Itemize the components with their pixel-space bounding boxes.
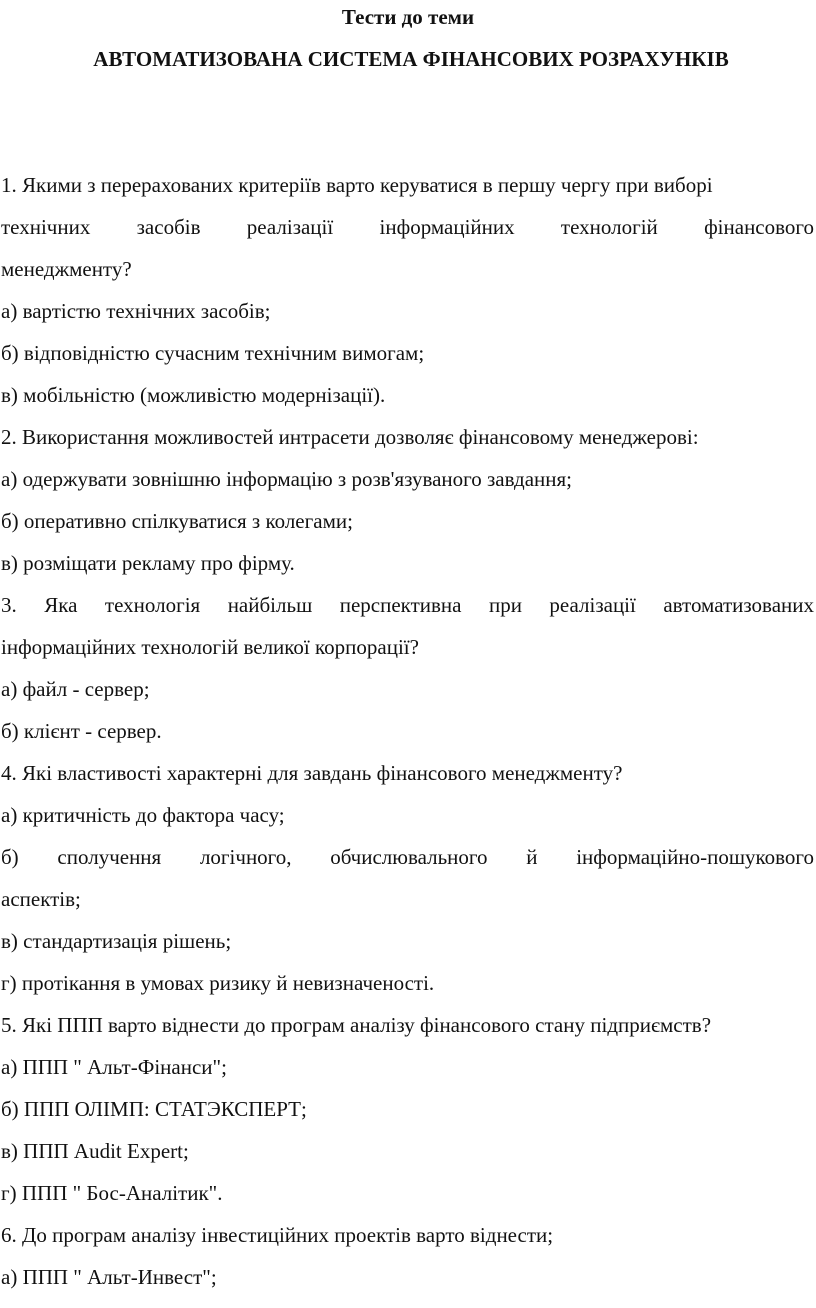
question-4-option-c: в) стандартизація рішень; [1,929,232,953]
document-title: Тести до теми [341,5,475,29]
question-3-line-1: 3. Яка технологія найбільш перспективна при реалізації автоматизованих [1,593,814,617]
question-6-text: 6. До програм аналізу інвестиційних проектів варто віднести; [1,1223,554,1247]
document-subtitle: АВТОМАТИЗОВАНА СИСТЕМА ФІНАНСОВИХ РОЗРАХУНКІВ [93,47,729,71]
question-1-option-c: в) мобільністю (можливістю модернізації). [1,383,386,407]
question-4-text: 4. Які властивості характерні для завдань фінансового менеджменту? [1,761,623,785]
test-questions-body [1,164,814,1298]
question-3-option-b: б) клієнт - сервер. [1,719,162,743]
question-4-option-b-line-1: б) сполучення логічного, обчислювального й інформаційно-пошукового [1,845,814,869]
question-5-option-a: а) ППП " Альт-Фінанси"; [1,1055,227,1079]
question-4-option-b-line-2: аспектів; [1,887,81,911]
question-1-option-b: б) відповідністю сучасним технічним вимогам; [1,341,425,365]
question-4-option-d: г) протікання в умовах ризику й невизначеності. [1,971,435,995]
question-5-option-c: в) ППП Audit Expert; [1,1139,189,1163]
question-1-line-2: технічних засобів реалізації інформаційних технологій фінансового [1,215,814,239]
question-1-line-1: 1. Якими з перерахованих критеріїв варто керуватися в першу чергу при виборі [1,173,713,197]
question-2-option-b: б) оперативно спілкуватися з колегами; [1,509,353,533]
question-2-option-c: в) розміщати рекламу про фірму. [1,551,295,575]
question-5-text: 5. Які ППП варто віднести до програм аналізу фінансового стану підприємств? [1,1013,712,1037]
question-3-option-a: а) файл - сервер; [1,677,150,701]
question-6-option-a: а) ППП " Альт-Инвест"; [1,1265,217,1289]
question-2-text: 2. Використання можливостей интрасети дозволяє фінансовому менеджерові: [1,425,699,449]
question-3-line-2: інформаційних технологій великої корпорації? [1,635,419,659]
question-4-option-a: а) критичність до фактора часу; [1,803,285,827]
question-1-line-3: менеджменту? [1,257,132,281]
question-2-option-a: а) одержувати зовнішню інформацію з розв'язуваного завдання; [1,467,572,491]
question-5-option-b: б) ППП ОЛІМП: СТАТЭКСПЕРТ; [1,1097,307,1121]
question-5-option-d: г) ППП " Бос-Аналітик". [1,1181,223,1205]
question-1-option-a: а) вартістю технічних засобів; [1,299,271,323]
